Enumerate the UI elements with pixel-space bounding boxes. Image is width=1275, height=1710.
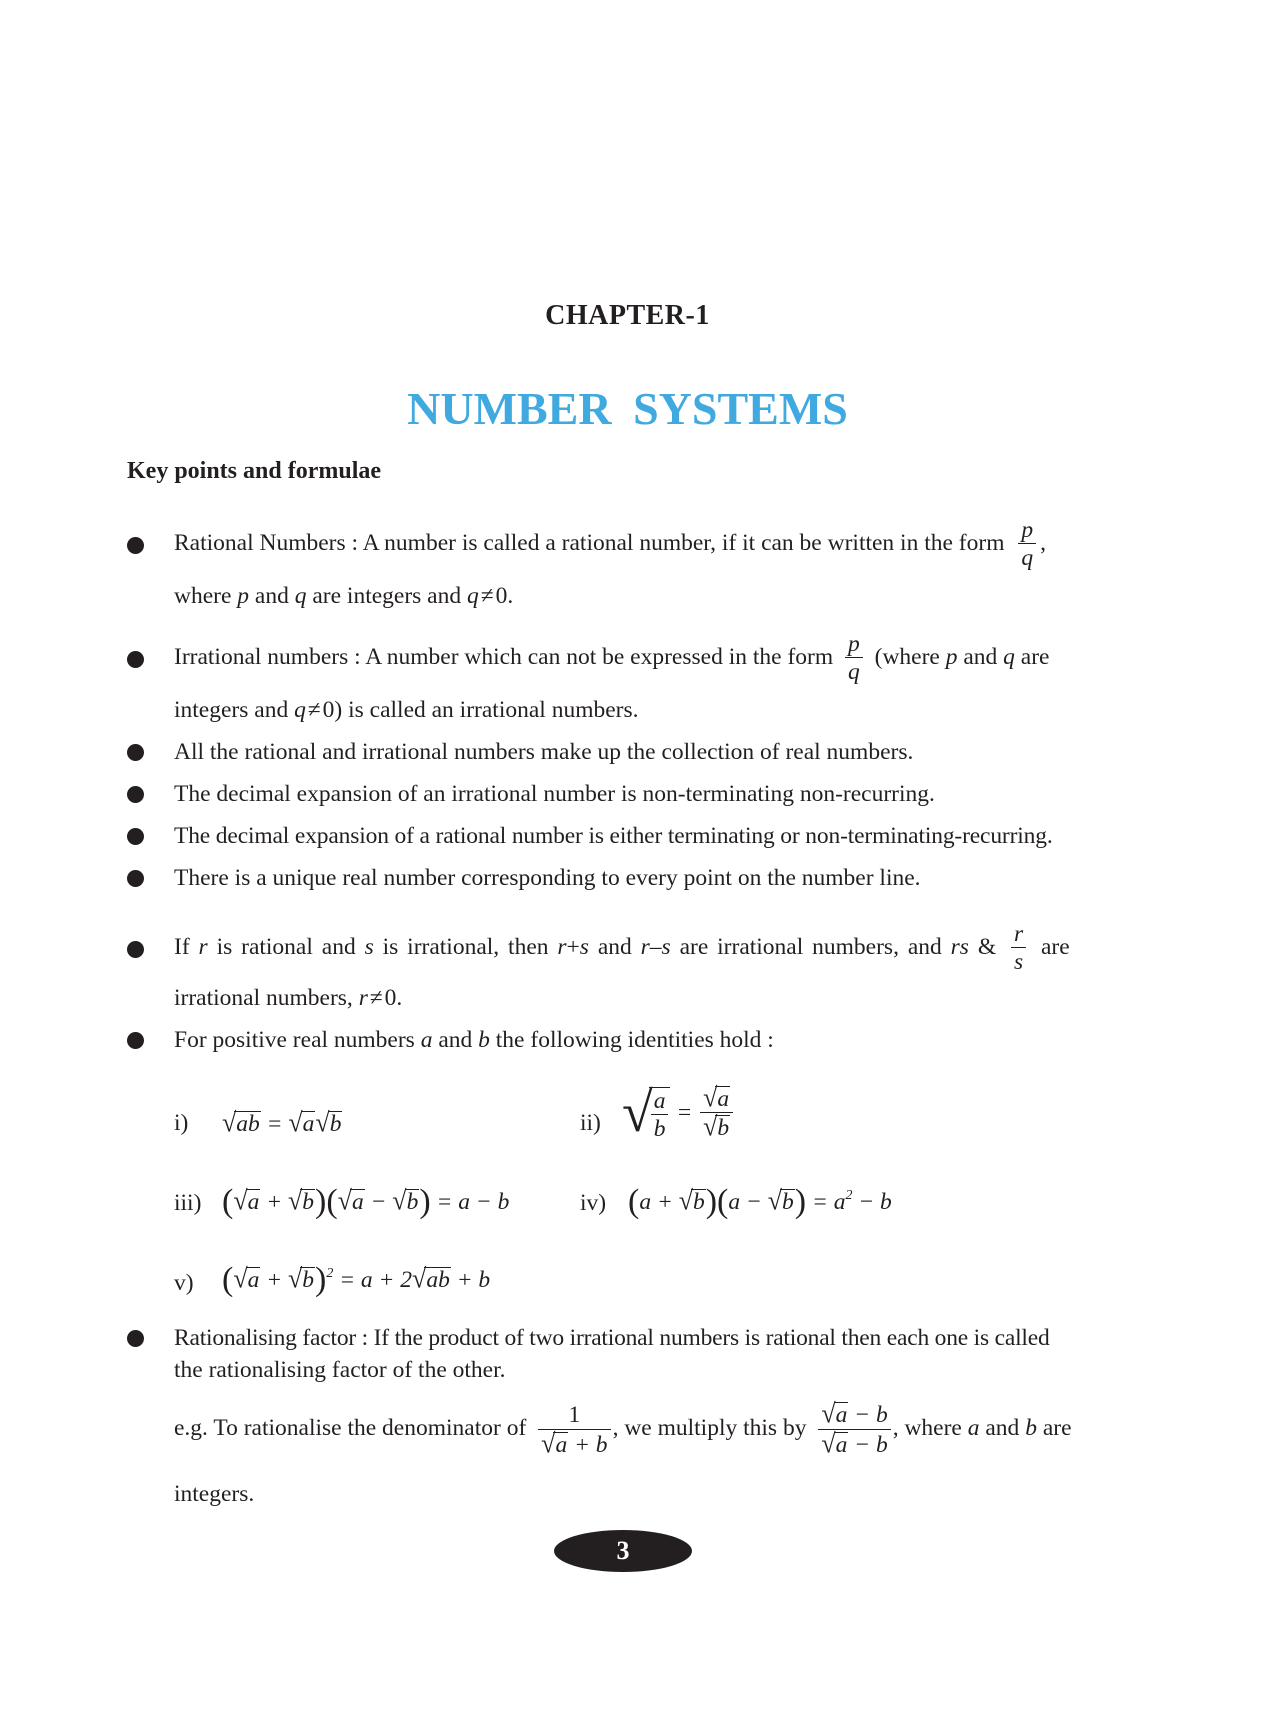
bullet-dot bbox=[127, 941, 144, 958]
fraction-p-over-q: $\frac{p}{q}$ bbox=[1018, 517, 1036, 572]
identity-iv: $(a + √b)(a - √b) = a^2 - b$ bbox=[628, 1183, 892, 1220]
bullet-identities-intro: For positive real numbers a and b the following identities hold : bbox=[174, 1027, 774, 1053]
bullet-rationalising-factor: Rationalising factor : If the product of two irrational numbers is rational then each one is called bbox=[174, 1325, 1050, 1351]
identity-i: √ab = √a√b bbox=[222, 1107, 342, 1138]
fraction-one-over-root-a-plus-b: $\frac{1}{√a + b}$ bbox=[538, 1401, 610, 1459]
bullet-rational-line2: where p and q are integers and q ≠ 0. bbox=[174, 583, 514, 609]
identity-label-ii: ii) bbox=[580, 1110, 601, 1136]
bullet-dot bbox=[127, 828, 144, 845]
bullet-dot bbox=[127, 786, 144, 803]
bullet-real-numbers: All the rational and irrational numbers make up the collection of real numbers. bbox=[174, 739, 914, 765]
identity-label-iii: iii) bbox=[174, 1190, 202, 1216]
bullet-rationalising-line2: the rationalising factor of the other. bbox=[174, 1357, 506, 1383]
bullet-dot bbox=[127, 1032, 144, 1049]
fraction-r-over-s: $\frac{r}{s}$ bbox=[1011, 921, 1026, 976]
identity-label-iv: iv) bbox=[580, 1190, 607, 1216]
bullet-irrational-numbers: Irrational numbers : A number which can not be expressed in the form $\frac{p}{q}$ (where p and q are bbox=[174, 631, 1050, 685]
bullet-rational-numbers: Rational Numbers : A number is called a rational number, if it can be written in the form $\frac{p}{q}$ , bbox=[174, 517, 1046, 571]
bullet-rational-irrational-line2: irrational numbers, r ≠ 0. bbox=[174, 985, 403, 1011]
identity-label-v: v) bbox=[174, 1270, 194, 1296]
fraction-p-over-q: $\frac{p}{q}$ bbox=[845, 631, 863, 686]
bullet-rational-irrational-sum: If r is rational and s is irrational, then r+s and r–s are irrational numbers, and rs & $\frac{r}{s}$ are bbox=[174, 921, 1070, 975]
identity-label-i: i) bbox=[174, 1110, 189, 1136]
example-line2: integers. bbox=[174, 1481, 255, 1507]
bullet-irrational-line2: integers and q ≠ 0) is called an irrational numbers. bbox=[174, 697, 639, 723]
bullet-irrational-expansion: The decimal expansion of an irrational number is non-terminating non-recurring. bbox=[174, 781, 935, 807]
bullet-number-line: There is a unique real number corresponding to every point on the number line. bbox=[174, 865, 921, 891]
bullet-dot bbox=[127, 1330, 144, 1347]
identity-ii: √ $\frac{a}{b}$ = $\frac{√a}{√b}$ bbox=[622, 1083, 735, 1143]
bullet-dot bbox=[127, 870, 144, 887]
bullet-dot bbox=[127, 651, 144, 668]
bullet-rational-expansion: The decimal expansion of a rational number is either terminating or non-terminating-recurring. bbox=[174, 823, 1053, 849]
example-line: e.g. To rationalise the denominator of $\frac{1}{√a + b}$ , we multiply this by $\frac{√a - b}{√a - b}$ , where a and b are bbox=[174, 1398, 1072, 1459]
bullet-dot bbox=[127, 537, 144, 554]
section-heading: Key points and formulae bbox=[127, 458, 382, 484]
identity-v: $(√a + √b)^2 = a + 2√ab + b$ bbox=[222, 1261, 491, 1298]
page-number: 3 bbox=[554, 1530, 692, 1572]
chapter-label: CHAPTER-1 bbox=[545, 300, 710, 331]
fraction-rationalising-factor: $\frac{√a - b}{√a - b}$ bbox=[818, 1400, 890, 1459]
chapter-title: NUMBER SYSTEMS bbox=[407, 383, 848, 434]
identity-iii: (√a + √b)(√a − √b) = a − b bbox=[222, 1183, 510, 1220]
bullet-dot bbox=[127, 744, 144, 761]
